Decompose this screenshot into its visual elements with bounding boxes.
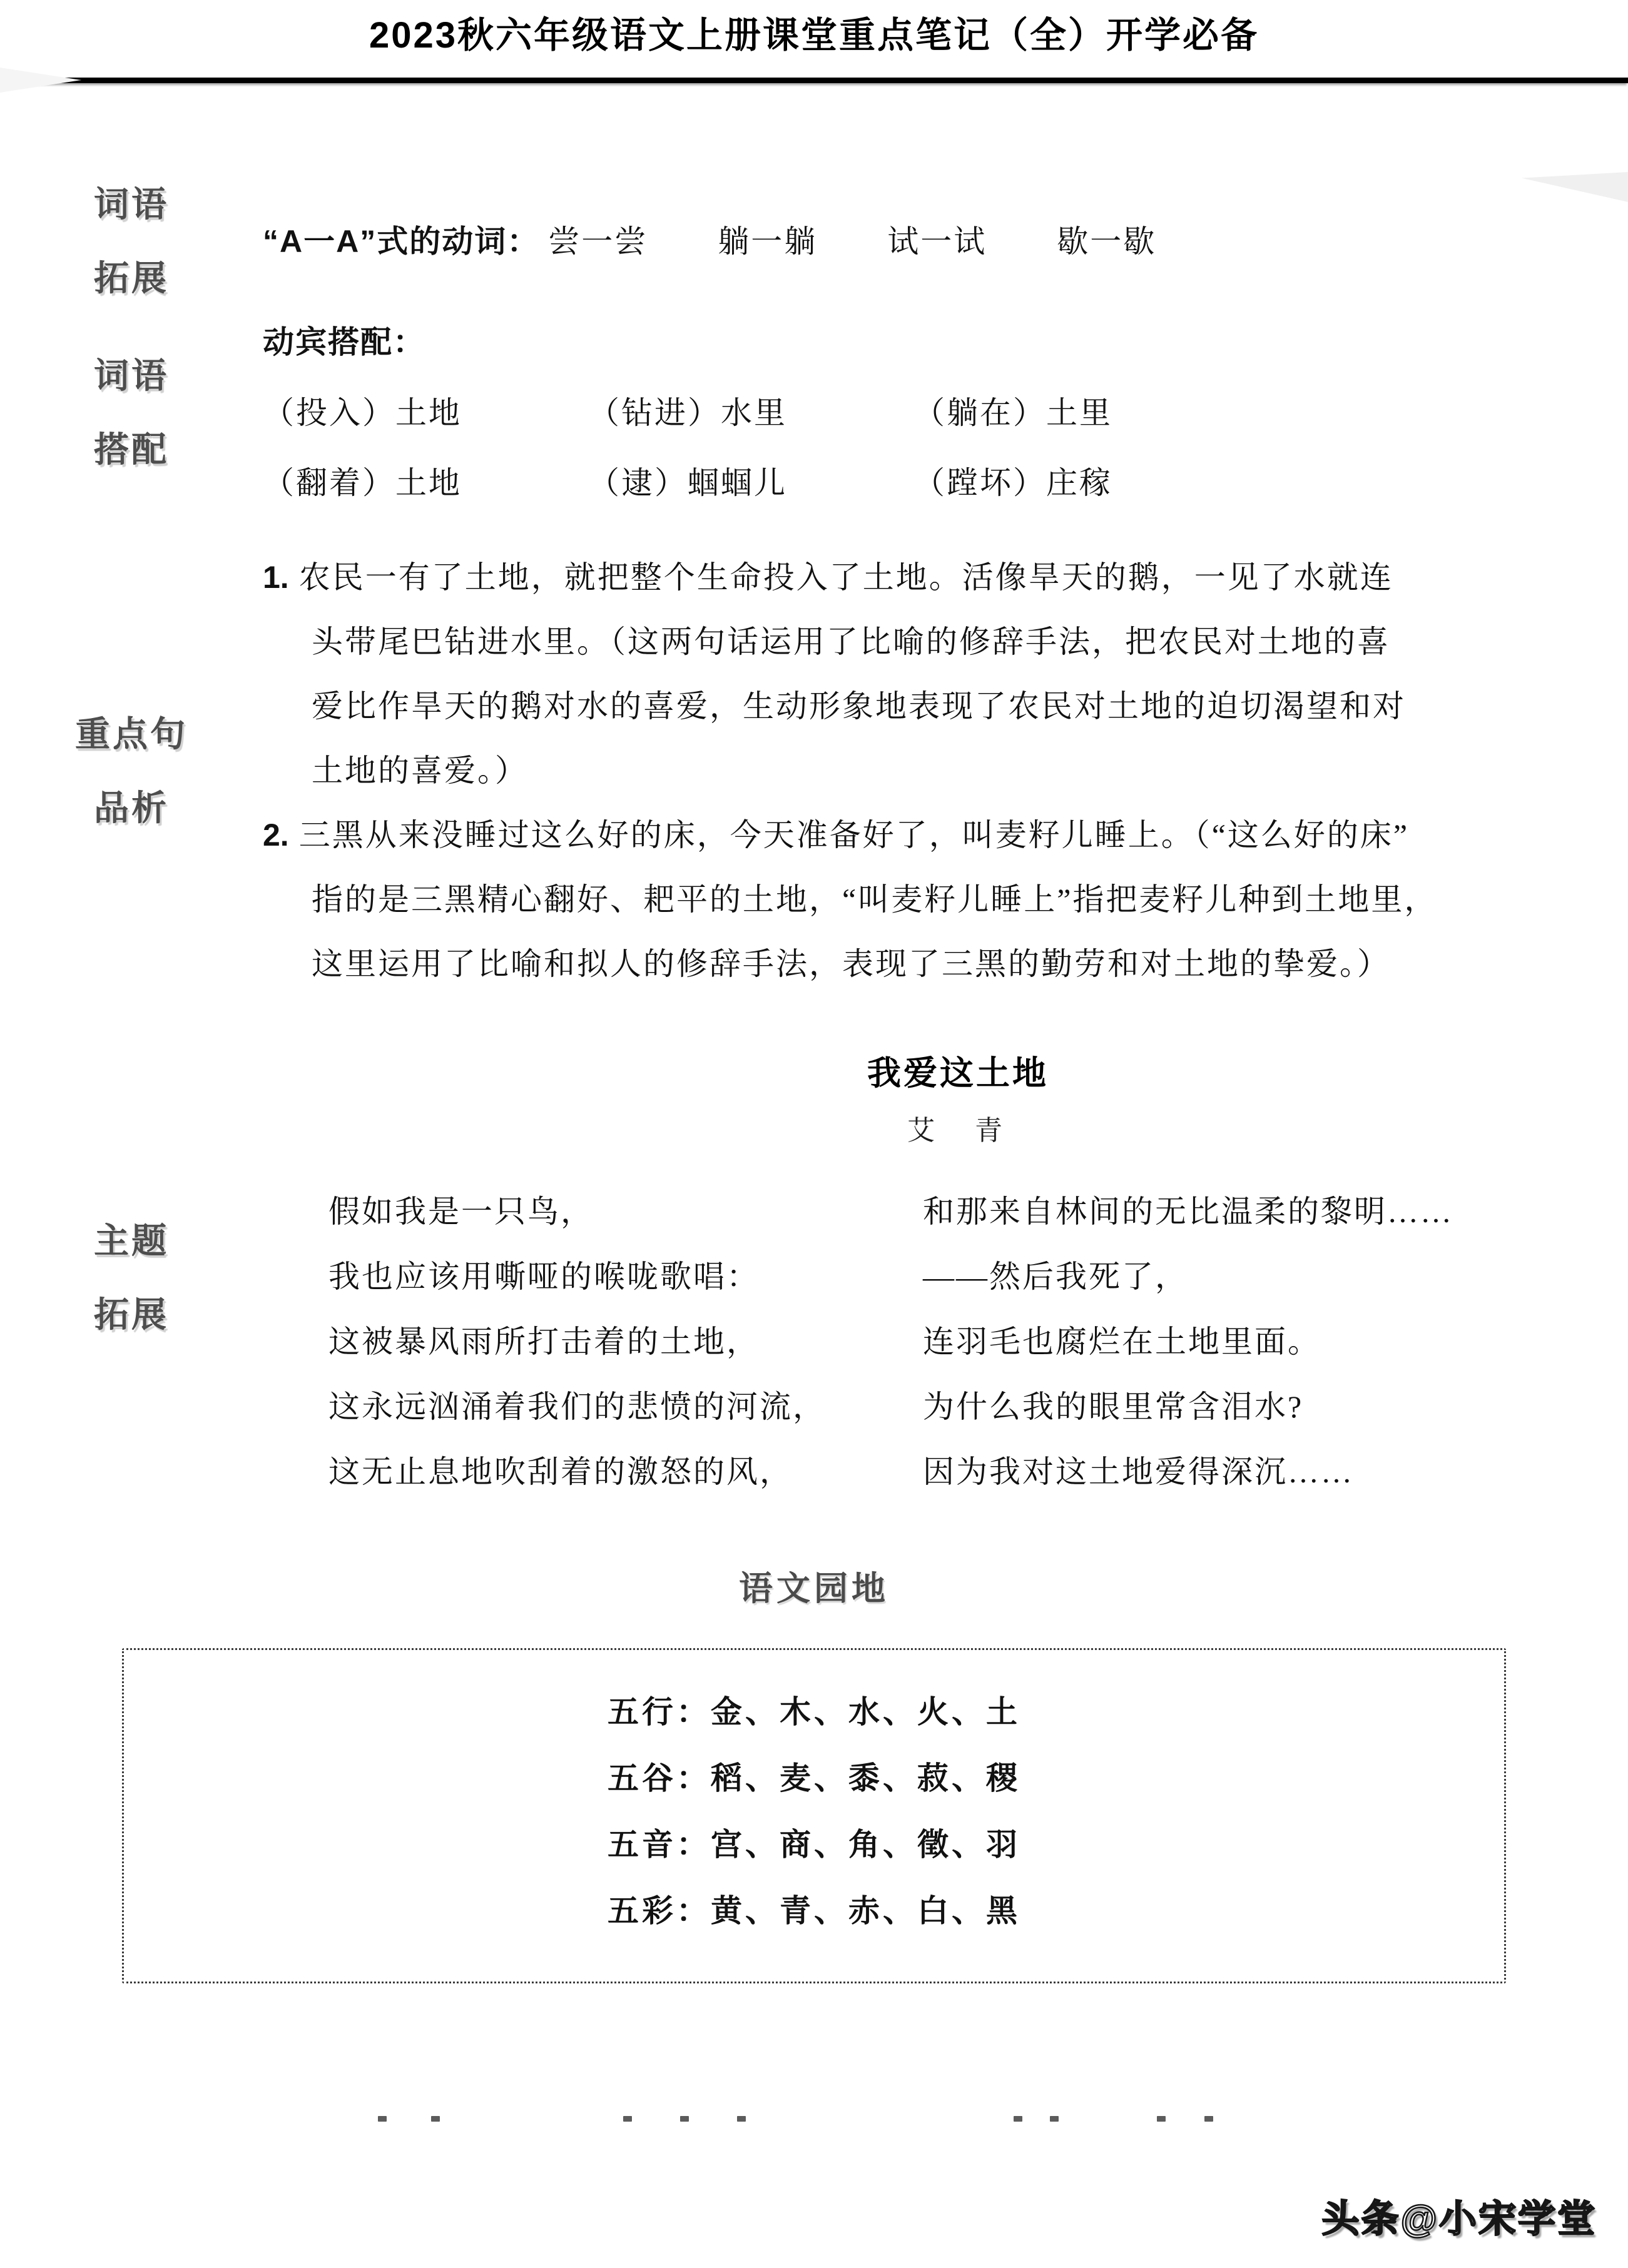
aa-word: 歇一歇 [1057,224,1157,259]
sidebar-label-line: 词语 [94,185,169,224]
sidebar-label-word-expansion [0,168,263,315]
sidebar-label-line: 品析 [94,787,169,828]
poem-column-right [923,1179,1522,1504]
collocation-grid [263,390,1522,505]
key-sentence-line: 爱比作旱天的鹅对水的喜爱，生动形象地表现了农民对土地的迫切渴望和对 [312,689,1406,724]
collocation-pair: （翻着）土地 [263,465,462,500]
key-sentence-text: 三黑从来没睡过这么好的床，今天准备好了，叫麦籽儿睡上。（“这么好的床” [298,818,1410,853]
key-sentence-line [263,803,1522,868]
sidebar-label-line: 搭配 [94,430,169,469]
poem-column-left [328,1179,923,1504]
poem-line: 和那来自林间的无比温柔的黎明…… [923,1194,1453,1229]
collocation-pair: （蹚坏）庄稼 [913,465,1112,500]
collocation-pair: （投入）土地 [263,395,462,430]
item-number: 1. [263,560,289,595]
garden-line: 五谷：稻、麦、黍、菽、稷 [608,1761,1020,1796]
sidebar-label-theme-expansion [0,1204,263,1352]
key-sentence-line: 土地的喜爱。） [312,753,528,788]
poem-line: 因为我对这土地爱得深沉…… [923,1454,1354,1489]
collocation-pair: （躺在）土里 [913,395,1112,430]
key-sentence-text: 农民一有了土地，就把整个生命投入了土地。活像旱天的鹅，一见了水就连 [298,560,1393,595]
sidebar-label-line: 主题 [94,1221,169,1260]
poem-line: ——然后我死了， [923,1259,1188,1294]
garden-section-title: 语文园地 [739,1570,889,1607]
key-sentence-item [263,803,1522,996]
poem-line: 我也应该用嘶哑的喉咙歌唱： [328,1259,760,1294]
aa-word: 试一试 [887,224,987,259]
poem-columns [328,1179,1522,1504]
section-key-sentences [0,545,1628,996]
sidebar-label-word-collocation [0,339,263,487]
poem-line: 假如我是一只鸟， [328,1194,594,1229]
aa-word: 尝一尝 [548,224,648,259]
key-sentence-item [263,545,1522,803]
page-header [0,0,1628,83]
section-word-collocation [0,320,1628,505]
watermark-footer: 头条@小宋学堂 [1321,2198,1597,2240]
section-word-expansion [0,168,1628,315]
poem-author: 艾 青 [907,1115,1009,1146]
poem-line: 这无止息地吹刮着的激怒的风， [328,1454,793,1489]
garden-box-content [608,1679,1020,1944]
key-sentence-line: 这里运用了比喻和拟人的修辞手法，表现了三黑的勤劳和对土地的挚爱。） [312,946,1390,981]
section-theme-expansion [0,1051,1628,1504]
sidebar-label-line: 拓展 [94,1295,169,1334]
key-sentence-line: 头带尾巴钻进水里。（这两句话运用了比喻的修辞手法，把农民对土地的喜 [312,624,1390,659]
item-number: 2. [263,818,289,853]
sidebar-label-line: 重点句 [75,714,188,754]
sidebar-label-line: 拓展 [94,258,169,298]
collocation-pair: （逮）蝈蝈儿 [588,465,787,500]
sidebar-label-key-sentences [0,697,263,845]
poem-line: 这永远汹涌着我们的悲愤的河流， [328,1389,826,1424]
garden-line: 五彩：黄、青、赤、白、黑 [608,1893,1020,1928]
key-sentence-line: 指的是三黑精心翻好、耙平的土地，“叫麦籽儿睡上”指把麦籽儿种到土地里， [312,882,1438,917]
sidebar-label-line: 词语 [94,356,169,395]
garden-line: 五音：宫、商、角、徵、羽 [608,1827,1020,1862]
poem-line: 这被暴风雨所打击着的土地， [328,1324,760,1359]
poem-line: 为什么我的眼里常含泪水? [923,1389,1304,1424]
poem-title: 我爱这土地 [867,1055,1049,1092]
garden-dotted-box [122,1648,1506,1983]
aa-pattern-line [263,218,1522,265]
poem-line: 连羽毛也腐烂在土地里面。 [923,1324,1321,1359]
page-title: 2023秋六年级语文上册课堂重点笔记（全）开学必备 [369,15,1259,56]
word-collocation-body [263,320,1628,505]
aa-word: 躺一躺 [718,224,818,259]
aa-pattern-prefix: “A一A”式的动词： [263,224,540,259]
collocation-heading: 动宾搭配： [263,325,425,360]
collocation-pair: （钻进）水里 [588,395,787,430]
header-divider [0,78,1628,83]
clipped-line-remnants [0,2116,1628,2124]
garden-line: 五行：金、木、水、火、土 [608,1694,1020,1729]
poem-header [328,1051,1587,1149]
poem-body [263,1051,1628,1504]
word-expansion-body [263,218,1628,265]
key-sentence-line [263,545,1522,610]
key-sentences-body [263,545,1628,996]
